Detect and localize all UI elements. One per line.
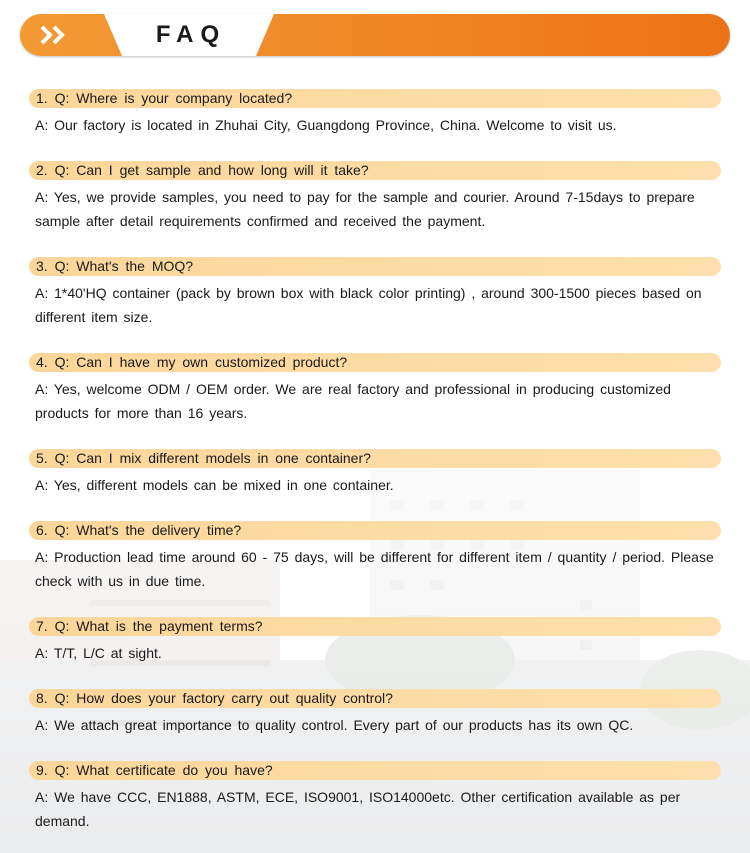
faq-question: 4. Q: Can I have my own customized product? (29, 353, 721, 372)
faq-question: 5. Q: Can I mix different models in one container? (29, 449, 721, 468)
faq-question: 7. Q: What is the payment terms? (29, 617, 721, 636)
faq-question: 3. Q: What's the MOQ? (29, 257, 721, 276)
faq-answer: A: We have CCC, EN1888, ASTM, ECE, ISO9001, ISO14000etc. Other certification available as per demand. (35, 789, 681, 829)
faq-answer: A: Yes, we provide samples, you need to pay for the sample and courier. Around 7-15days to prepare sample after detail requirements confirmed and received the payment. (35, 189, 695, 229)
faq-question: 9. Q: What certificate do you have? (29, 761, 721, 780)
faq-question: 8. Q: How does your factory carry out quality control? (29, 689, 721, 708)
faq-answer: A: Yes, welcome ODM / OEM order. We are real factory and professional in producing customized products for more than 16 years. (35, 381, 671, 421)
faq-answer: A: 1*40'HQ container (pack by brown box with black color printing) , around 300-1500 pieces based on different item size. (35, 285, 702, 325)
faq-header-banner (20, 14, 730, 56)
faq-question: 2. Q: Can I get sample and how long will it take? (29, 161, 721, 180)
double-chevron-right-icon (38, 22, 78, 48)
faq-answer: A: Our factory is located in Zhuhai City, Guangdong Province, China. Welcome to visit us. (35, 117, 617, 133)
faq-answer: A: Yes, different models can be mixed in one container. (35, 477, 394, 493)
page-title: FAQ (155, 21, 227, 48)
faq-question: 1. Q: Where is your company located? (29, 89, 721, 108)
faq-answer: A: Production lead time around 60 - 75 days, will be different for different item / quantity / period. Please check with us in due time. (35, 549, 714, 589)
faq-answer: A: We attach great importance to quality control. Every part of our products has its own QC. (35, 717, 634, 733)
faq-question: 6. Q: What's the delivery time? (29, 521, 721, 540)
faq-answer: A: T/T, L/C at sight. (35, 645, 162, 661)
